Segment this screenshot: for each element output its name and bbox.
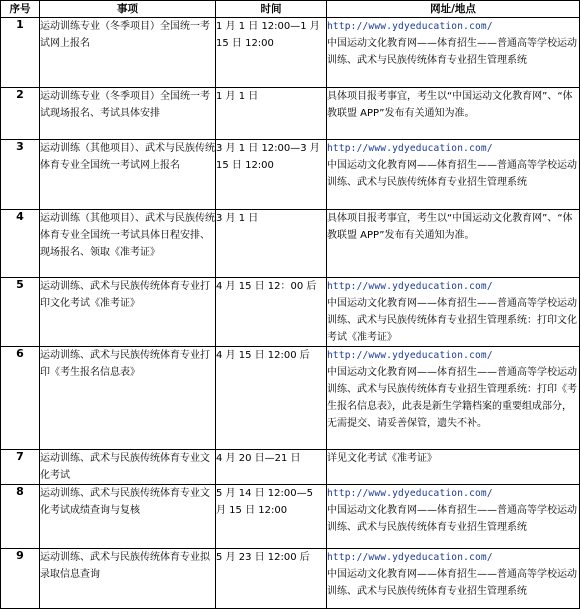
row-item: 运动训练、武术与民族传统体育专业文化考试 xyxy=(40,450,216,485)
row-location-text: 中国运动文化教育网——体育招生——普通高等学校运动训练、武术与民族传统体育专业招生管理系统：打印文化考试《准考证》 xyxy=(327,298,577,343)
row-web-cell xyxy=(327,88,580,140)
table-header xyxy=(1,1,580,18)
url-link[interactable]: http://www.ydyeducation.com/ xyxy=(327,552,493,563)
header-item: 事项 xyxy=(40,1,216,18)
row-web-cell xyxy=(327,210,580,278)
row-time: 4 月 15 日 12：00 后 xyxy=(216,278,327,347)
row-location-text: 详见文化考试《准考证》 xyxy=(327,453,437,464)
row-number: 9 xyxy=(1,549,40,609)
row-number: 4 xyxy=(1,210,40,278)
table-row xyxy=(1,450,580,485)
row-item: 运动训练专业（冬季项目）全国统一考试现场报名、考试具体安排 xyxy=(40,88,216,140)
row-item: 运动训练、武术与民族传统体育专业拟录取信息查询 xyxy=(40,549,216,609)
row-time: 3 月 1 日 12:00—3 月 15 日 12:00 xyxy=(216,140,327,210)
row-item: 运动训练专业（冬季项目）全国统一考试网上报名 xyxy=(40,18,216,88)
row-number: 7 xyxy=(1,450,40,485)
table-row xyxy=(1,485,580,549)
row-number: 8 xyxy=(1,485,40,549)
row-item: 运动训练（其他项目）、武术与民族传统体育专业全国统一考试具体日程安排、现场报名、领取《准考证》 xyxy=(40,210,216,278)
row-item: 运动训练、武术与民族传统体育专业文化考试成绩查询与复核 xyxy=(40,485,216,549)
table-row xyxy=(1,18,580,88)
row-web-cell xyxy=(327,18,580,88)
url-link[interactable]: http://www.ydyeducation.com/ xyxy=(327,21,493,32)
row-web-cell xyxy=(327,485,580,549)
row-time: 5 月 23 日 12:00 后 xyxy=(216,549,327,609)
row-time: 4 月 20 日—21 日 xyxy=(216,450,327,485)
row-time: 5 月 14 日 12:00—5 月 15 日 12:00 xyxy=(216,485,327,549)
url-link[interactable]: http://www.ydyeducation.com/ xyxy=(327,281,493,292)
row-time: 3 月 1 日 xyxy=(216,210,327,278)
row-location-text: 中国运动文化教育网——体育招生——普通高等学校运动训练、武术与民族传统体育专业招生管理系统 xyxy=(327,569,577,597)
row-web-cell xyxy=(327,549,580,609)
row-web-cell xyxy=(327,450,580,485)
table-row xyxy=(1,278,580,347)
row-item: 运动训练（其他项目）、武术与民族传统体育专业全国统一考试网上报名 xyxy=(40,140,216,210)
row-number: 3 xyxy=(1,140,40,210)
row-web-cell xyxy=(327,347,580,450)
table-row xyxy=(1,347,580,450)
table-body xyxy=(1,18,580,609)
table-row xyxy=(1,140,580,210)
row-location-text: 中国运动文化教育网——体育招生——普通高等学校运动训练、武术与民族传统体育专业招生管理系统 xyxy=(327,38,577,66)
row-item: 运动训练、武术与民族传统体育专业打印《考生报名信息表》 xyxy=(40,347,216,450)
url-link[interactable]: http://www.ydyeducation.com/ xyxy=(327,488,493,499)
row-time: 1 月 1 日 xyxy=(216,88,327,140)
row-location-text: 具体项目报考事宜，考生以“中国运动文化教育网”、“体教联盟 APP”发布有关通知为准。 xyxy=(327,213,573,241)
row-web-cell xyxy=(327,278,580,347)
header-web: 网址/地点 xyxy=(327,1,580,18)
row-location-text: 中国运动文化教育网——体育招生——普通高等学校运动训练、武术与民族传统体育专业招生管理系统：打印《考生报名信息表》，此表是新生学籍档案的重要组成部分，无需提交、请妥善保管，遗失不补。 xyxy=(327,367,577,429)
table-row xyxy=(1,549,580,609)
row-time: 4 月 15 日 12:00 后 xyxy=(216,347,327,450)
table-row xyxy=(1,210,580,278)
row-location-text: 中国运动文化教育网——体育招生——普通高等学校运动训练、武术与民族传统体育专业招生管理系统 xyxy=(327,505,577,533)
row-location-text: 中国运动文化教育网——体育招生——普通高等学校运动训练、武术与民族传统体育专业招生管理系统 xyxy=(327,160,577,188)
row-location-text: 具体项目报考事宜，考生以“中国运动文化教育网”、“体教联盟 APP”发布有关通知为准。 xyxy=(327,91,573,119)
header-no: 序号 xyxy=(1,1,40,18)
row-number: 1 xyxy=(1,18,40,88)
row-number: 6 xyxy=(1,347,40,450)
row-time: 1 月 1 日 12:00—1 月 15 日 12:00 xyxy=(216,18,327,88)
row-web-cell xyxy=(327,140,580,210)
url-link[interactable]: http://www.ydyeducation.com/ xyxy=(327,350,493,361)
table-row xyxy=(1,88,580,140)
row-number: 5 xyxy=(1,278,40,347)
header-time: 时间 xyxy=(216,1,327,18)
row-number: 2 xyxy=(1,88,40,140)
row-item: 运动训练、武术与民族传统体育专业打印文化考试《准考证》 xyxy=(40,278,216,347)
url-link[interactable]: http://www.ydyeducation.com/ xyxy=(327,143,493,154)
